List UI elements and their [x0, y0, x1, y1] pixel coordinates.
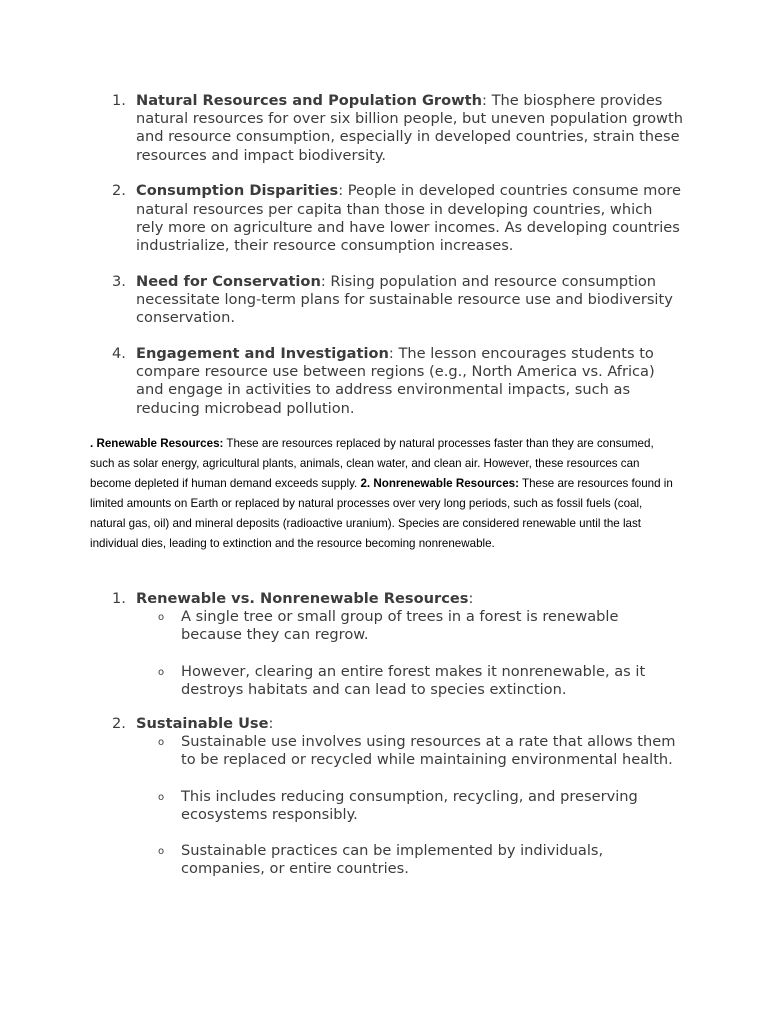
sub-list-text: Sustainable use involves using resources at a rate that allows them to be replaced or recycled while maintaining environmental health.: [181, 733, 676, 769]
list-item-term: Natural Resources and Population Growth: [136, 92, 483, 109]
renewable-heading: . Renewable Resources:: [90, 437, 224, 450]
list-item-suffix: :: [268, 715, 274, 733]
concepts-list: [112, 590, 684, 894]
sub-list-text: A single tree or small group of trees in a forest is renewable because they can regrow.: [181, 608, 619, 644]
list-number: 4.: [112, 345, 126, 363]
list-number: 2.: [112, 182, 126, 200]
list-item-term: Engagement and Investigation: [136, 345, 389, 363]
resource-types-paragraph: [90, 434, 680, 555]
list-number: 1.: [112, 92, 126, 109]
bullet-icon: o: [158, 666, 165, 678]
list-item-term: Consumption Disparities: [136, 182, 339, 200]
list-item: [112, 92, 684, 165]
nonrenewable-heading: 2. Nonrenewable Resources:: [360, 477, 519, 491]
list-item-text: : People in developed countries consume more natural resources per capita than those in developing countries, which rely more on agriculture and have lower incomes. As developing countries industrialize, their resource consumption increases.: [136, 182, 681, 255]
list-item-text: : The biosphere provides natural resources for over six billion people, but uneven population growth and resource consumption, especially in developed countries, strain these resources and impact biodiversity.: [136, 92, 683, 164]
key-points-list: [112, 92, 684, 435]
sub-list-text: However, clearing an entire forest makes it nonrenewable, as it destroys habitats and can lead to species extinction.: [181, 662, 646, 698]
list-item-text: : The lesson encourages students to compare resource use between regions (e.g., North America vs. Africa) and engage in activities to address environmental impacts, such as reducing microbead pollution.: [136, 345, 655, 417]
list-item: [112, 345, 684, 418]
sub-list: [136, 608, 684, 699]
sub-list-item: [158, 608, 684, 644]
sub-list-item: [158, 842, 684, 878]
sub-list-item: [158, 733, 684, 769]
bullet-icon: o: [158, 737, 165, 749]
list-item-term: Sustainable Use: [136, 715, 269, 733]
bullet-icon: o: [158, 791, 165, 803]
sub-list-text: This includes reducing consumption, recycling, and preserving ecosystems responsibly.: [181, 787, 638, 823]
nonrenewable-text: These are resources found in limited amounts on Earth or replaced by natural processes over very long periods, such as fossil fuels (coal, natural gas, oil) and mineral deposits (radioactive uranium). Species are considered renewable until the last individual dies, leading to extinction and the resource becoming nonrenewable.: [90, 477, 673, 551]
sub-list: [136, 733, 684, 878]
list-item-suffix: :: [468, 590, 474, 607]
sub-list-item: [158, 787, 684, 824]
bullet-icon: o: [158, 846, 165, 858]
sub-list-text: Sustainable practices can be implemented by individuals, companies, or entire countries.: [181, 842, 604, 878]
list-item: [112, 272, 684, 328]
list-number: 1.: [112, 590, 126, 607]
list-item-text: : Rising population and resource consumption necessitate long-term plans for sustainable resource use and biodiversity conservation.: [136, 272, 673, 327]
list-number: 2.: [112, 715, 126, 733]
list-item: [112, 715, 684, 878]
list-item: [112, 182, 684, 255]
renewable-text: These are resources replaced by natural processes faster than they are consumed, such as solar energy, agricultural plants, animals, clean water, and clean air. However, these resources can become depleted if human demand exceeds supply.: [90, 437, 654, 491]
list-item-term: Renewable vs. Nonrenewable Resources: [136, 590, 469, 607]
list-number: 3.: [112, 272, 126, 290]
bullet-icon: o: [158, 612, 165, 624]
sub-list-item: [158, 662, 684, 699]
list-item: [112, 590, 684, 699]
list-item-term: Need for Conservation: [136, 272, 321, 290]
